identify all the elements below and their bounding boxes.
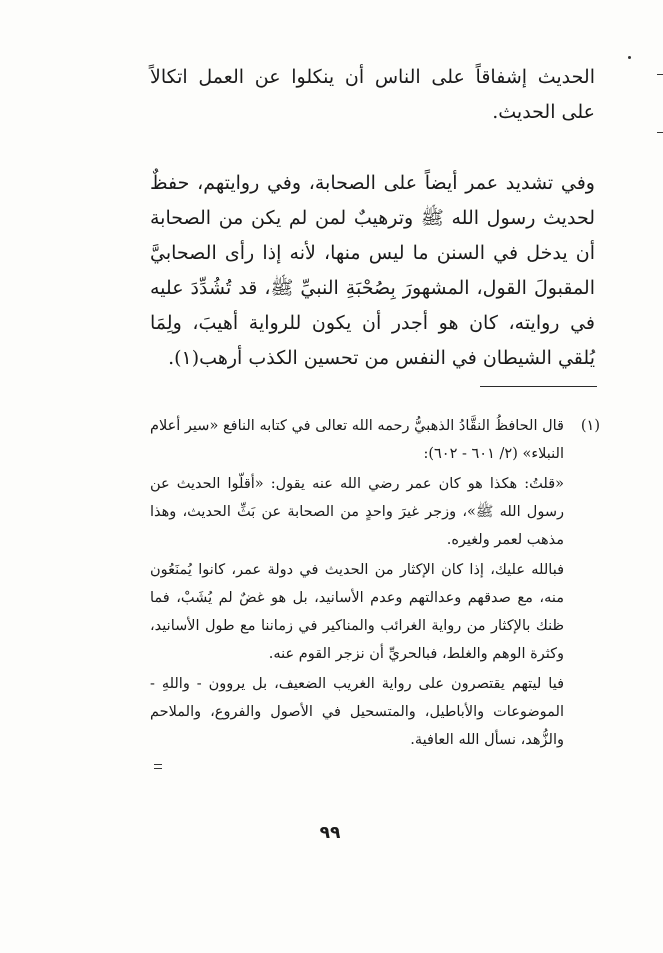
footnote-paragraph: فيا ليتهم يقتصرون على رواية الغريب الضعيف، بل يروون - واللهِ - الموضوعات والأباطيل، والمتسحيل في الأصول والفروع، والملاحم والزُّهد، نسأل الله العافية. — [150, 676, 564, 748]
footnote-paragraph: فبالله عليك، إذا كان الإكثار من الحديث في دولة عمر، كانوا يُمنَعُون منه، مع صدقهم وعدالتهم وعدم الأسانيد، بل هو غضٌ لم يُشَبْ، فما ظنك بالإكثار من رواية الغرائب والمناكير في زماننا مع طول الأسانيد، وكثرة الوهم والغلط، فبالحريِّ أن نزجر القوم عنه. — [150, 562, 564, 662]
margin-tick — [154, 764, 162, 765]
footnote-body — [150, 412, 564, 754]
margin-tick — [154, 768, 162, 769]
main-paragraph: الحديث إشفاقاً على الناس أن ينكلوا عن العمل اتكالاً على الحديث. — [150, 66, 595, 123]
footnote-paragraph: قال الحافظُ النقَّادُ الذهبيُّ رحمه الله تعالى في كتابه النافع «سير أعلام النبلاء» (٢/ ٦٠١ - ٦٠٢): — [150, 418, 564, 462]
main-text — [150, 60, 595, 376]
footnote — [150, 412, 600, 754]
margin-tick — [657, 132, 663, 133]
page-number: ٩٩ — [319, 823, 341, 843]
footnote-paragraph: «قلتُ: هكذا هو كان عمر رضي الله عنه يقول: «أقلّوا الحديث عن رسول الله ﷺ»، وزجر غيرَ واحدٍ من الصحابة عن بَثِّ الحديث، وهذا مذهب لعمر ولغيره. — [150, 476, 564, 548]
footnote-reference: (١). — [168, 347, 200, 369]
margin-dot — [628, 56, 631, 59]
margin-tick — [657, 74, 663, 75]
main-paragraph-text: وفي تشديد عمر أيضاً على الصحابة، وفي روايتهم، حفظٌ لحديث رسول الله ﷺ وترهيبٌ لمن لم يكن من الصحابة أن يدخل في السنن ما ليس منها، لأنه إذا رأى الصحابيَّ المقبولَ القول، المشهورَ بِصُحْبَةِ النبيِّ ﷺ، قد تُشُدِّدَ عليه في روايته، كان هو أجدر أن يكون للرواية أهيبَ، ولِمَا يُلقي الشيطان في النفس من تحسين الكذب أرهب — [150, 172, 595, 369]
footnote-separator — [480, 386, 597, 387]
main-paragraph — [150, 166, 595, 376]
footnote-number: (١) — [580, 418, 600, 434]
